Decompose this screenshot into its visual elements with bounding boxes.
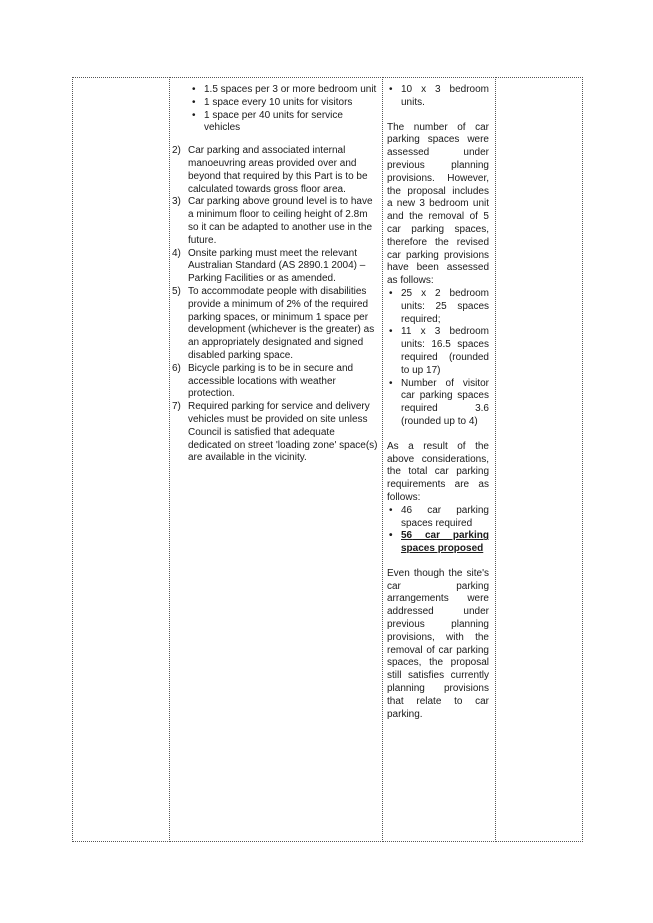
- list-item: [172, 401, 378, 465]
- list-item: • 1.5 spaces per 3 or more bedroom unit: [190, 84, 378, 97]
- list-item: • 1 space every 10 units for visitors: [190, 97, 378, 110]
- table-row: [73, 78, 583, 842]
- item-text: Required parking for service and delivery vehicles must be provided on site unless Council is satisfied that adequate dedicated on street 'loading zone' space(s) are available in the vicinity.: [188, 401, 378, 464]
- assessment-paragraph: The number of car parking spaces were assessed under previous planning provisions. However, the proposal includes a new 3 bedroom unit and the removal of 5 car parking spaces, therefore the revised car parking provisions have been assessed as follows:: [387, 121, 489, 287]
- proposed-text: car parking spaces proposed: [401, 530, 489, 555]
- item-number: 4): [172, 247, 181, 259]
- item-number: 6): [172, 362, 181, 374]
- assessment-list: [387, 288, 489, 429]
- item-text: To accommodate people with disabilities provide a minimum of 2% of the required parking spaces, or minimum 1 space per development (whichever is the greater) as an appropriately designated and signed disabled parking space.: [188, 285, 375, 361]
- response-cell: [383, 78, 496, 842]
- list-item: • 46 car parking spaces required: [387, 505, 489, 531]
- list-item: • 1 space per 40 units for service vehicles: [190, 110, 378, 136]
- item-number: 5): [172, 285, 181, 297]
- list-item: [387, 530, 489, 556]
- proposed-count: 56: [401, 530, 413, 542]
- list-item: [172, 248, 378, 286]
- list-item: • 25 x 2 bedroom units: 25 spaces required;: [387, 288, 489, 326]
- blank-cell-left: [73, 78, 170, 842]
- requirements-cell: [170, 78, 383, 842]
- list-item: • 11 x 3 bedroom units: 16.5 spaces required (rounded to up 17): [387, 326, 489, 377]
- item-text: Onsite parking must meet the relevant Australian Standard (AS 2890.1 2004) – Parking Facilities or as amended.: [188, 247, 366, 285]
- blank-cell-right: [496, 78, 583, 842]
- parking-rate-list: [172, 84, 378, 135]
- item-text: Car parking and associated internal manoeuvring areas provided over and beyond that required by this Part is to be calculated towards gross floor area.: [188, 145, 368, 195]
- requirements-list: [172, 145, 378, 465]
- result-paragraph: As a result of the above considerations, the total car parking requirements are as follows:: [387, 440, 489, 503]
- compliance-table: [72, 77, 583, 842]
- unit-list: [387, 84, 489, 110]
- list-item: [172, 196, 378, 247]
- item-number: 2): [172, 145, 181, 157]
- item-number: 3): [172, 196, 181, 208]
- item-text: Car parking above ground level is to have a minimum floor to ceiling height of 2.8m so it can be adapted to another use in the future.: [188, 196, 373, 246]
- list-item: • 10 x 3 bedroom units.: [387, 84, 489, 110]
- result-list: [387, 505, 489, 556]
- item-number: 7): [172, 401, 181, 413]
- list-item: [172, 286, 378, 363]
- list-item: [172, 145, 378, 196]
- list-item: • Number of visitor car parking spaces required 3.6 (rounded up to 4): [387, 378, 489, 429]
- conclusion-paragraph: Even though the site's car parking arrangements were addressed under previous planning provisions, with the removal of car parking spaces, the proposal still satisfies currently planning provisions that relate to car parking.: [387, 567, 489, 720]
- item-text: Bicycle parking is to be in secure and accessible locations with weather protection.: [188, 362, 354, 400]
- list-item: [172, 363, 378, 401]
